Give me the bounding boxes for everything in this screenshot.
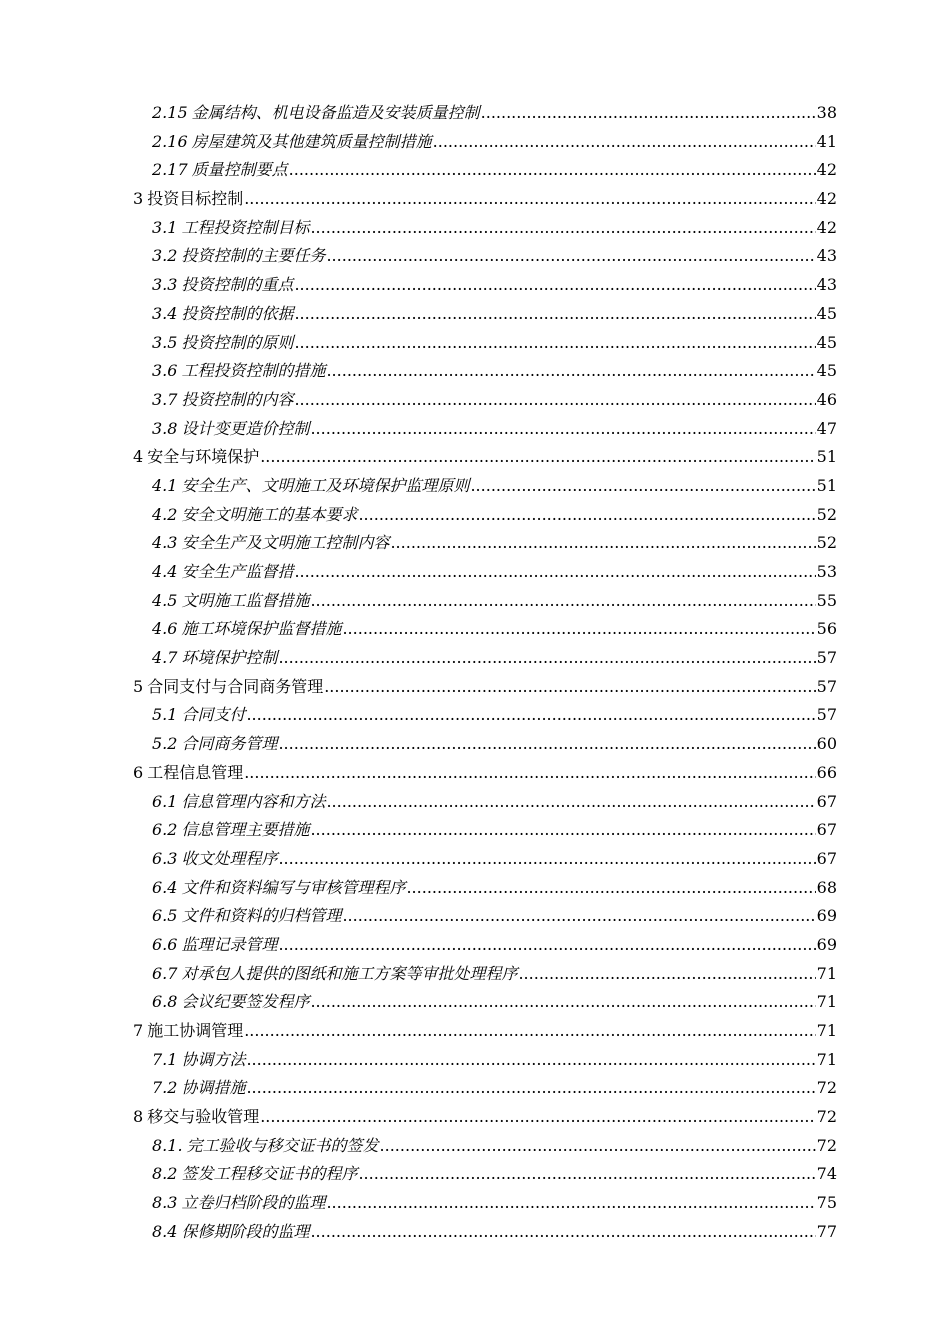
dot-leader	[246, 701, 815, 730]
toc-entry-page-number: 60	[816, 734, 837, 754]
toc-entry-number: 4.7	[152, 648, 178, 668]
toc-entry-page-number: 72	[816, 1135, 837, 1155]
dot-leader	[294, 329, 815, 358]
toc-entry-page-number: 45	[816, 303, 837, 323]
toc-entry-number: 8.2	[152, 1164, 178, 1184]
dot-leader	[260, 1103, 815, 1132]
toc-entry[interactable]	[133, 1074, 837, 1103]
table-of-contents	[133, 99, 837, 1247]
dot-leader	[294, 386, 815, 415]
toc-entry-page-number: 42	[816, 217, 837, 237]
toc-entry-page-number: 69	[816, 934, 837, 954]
toc-entry-page-number: 66	[816, 762, 837, 782]
toc-entry-page-number: 75	[816, 1193, 837, 1213]
toc-entry-page-number: 52	[816, 533, 837, 553]
toc-entry-number: 6.4	[152, 877, 178, 897]
toc-entry-page-number: 72	[816, 1107, 837, 1127]
toc-entry-title: 移交与验收管理	[147, 1107, 260, 1127]
toc-entry-number: 6.6	[152, 934, 178, 954]
dot-leader	[278, 644, 815, 673]
toc-entry-number: 4.6	[152, 619, 178, 639]
toc-entry-title: 投资控制的重点	[181, 275, 294, 295]
toc-entry[interactable]	[133, 99, 837, 128]
toc-entry-title: 信息管理内容和方法	[181, 791, 326, 811]
dot-leader	[310, 587, 815, 616]
toc-entry[interactable]	[133, 788, 837, 817]
toc-entry-number: 7	[133, 1021, 144, 1040]
dot-leader	[244, 185, 815, 214]
toc-entry[interactable]	[133, 128, 837, 157]
dot-leader	[310, 214, 815, 243]
toc-entry-page-number: 69	[816, 906, 837, 926]
toc-entry-title: 合同支付	[181, 705, 246, 725]
toc-entry-number: 4.3	[152, 533, 178, 553]
toc-entry[interactable]	[133, 1103, 837, 1132]
toc-entry-page-number: 51	[816, 447, 837, 467]
toc-entry-number: 5	[133, 676, 144, 696]
dot-leader	[358, 1160, 815, 1189]
toc-entry-page-number: 47	[816, 418, 837, 438]
toc-entry-title: 投资目标控制	[147, 189, 244, 209]
toc-entry[interactable]	[133, 1160, 837, 1189]
toc-entry-title: 施工环境保护监督措施	[181, 619, 342, 639]
dot-leader	[294, 558, 815, 587]
dot-leader	[326, 788, 815, 817]
toc-entry-page-number: 71	[816, 963, 837, 983]
toc-entry-page-number: 51	[816, 475, 837, 495]
toc-entry[interactable]	[133, 415, 837, 444]
toc-entry-title: 投资控制的依据	[181, 303, 294, 323]
toc-entry[interactable]	[133, 357, 837, 386]
toc-entry[interactable]	[133, 587, 837, 616]
toc-entry-page-number: 45	[816, 361, 837, 381]
toc-entry[interactable]	[133, 156, 837, 185]
toc-entry-page-number: 68	[816, 877, 837, 897]
toc-entry-number: 6	[133, 762, 144, 782]
toc-entry-title: 安全与环境保护	[147, 447, 260, 467]
dot-leader	[310, 1218, 815, 1247]
toc-entry-page-number: 56	[816, 619, 837, 639]
toc-entry[interactable]	[133, 185, 837, 214]
toc-entry-title: 合同商务管理	[181, 734, 278, 754]
toc-entry-title: 安全生产、文明施工及环境保护监理原则	[181, 475, 470, 495]
toc-entry-number: 6.5	[152, 906, 178, 926]
toc-entry-number: 3.4	[152, 303, 178, 323]
toc-entry-number: 7.2	[152, 1078, 178, 1098]
dot-leader	[481, 99, 816, 128]
toc-entry-page-number: 53	[816, 562, 837, 581]
toc-entry[interactable]	[133, 701, 837, 730]
toc-entry-page-number: 67	[816, 791, 837, 811]
toc-entry-number: 2.16	[152, 131, 188, 151]
toc-entry[interactable]	[133, 988, 837, 1017]
toc-entry-number: 4.1	[152, 475, 178, 495]
dot-leader	[294, 271, 815, 300]
toc-entry-title: 文件和资料编写与审核管理程序	[181, 877, 406, 897]
toc-entry-page-number: 38	[816, 103, 837, 122]
toc-entry-title: 监理记录管理	[181, 934, 278, 954]
dot-leader	[246, 1074, 815, 1103]
toc-entry-page-number: 46	[816, 389, 837, 409]
toc-entry-number: 3.7	[152, 389, 178, 409]
toc-entry[interactable]	[133, 271, 837, 300]
toc-entry-title: 会议纪要签发程序	[181, 992, 310, 1012]
toc-entry-number: 5.1	[152, 705, 178, 725]
toc-entry[interactable]	[133, 329, 837, 358]
toc-entry-number: 4.2	[152, 504, 178, 524]
toc-entry[interactable]	[133, 759, 837, 788]
toc-entry-page-number: 57	[816, 705, 837, 725]
dot-leader	[244, 1017, 815, 1046]
dot-leader	[310, 816, 815, 845]
dot-leader	[246, 1046, 815, 1075]
toc-entry-title: 环境保护控制	[181, 648, 278, 668]
toc-entry-title: 对承包人提供的图纸和施工方案等审批处理程序	[181, 963, 518, 983]
toc-entry-number: 3.1	[152, 217, 178, 237]
toc-entry[interactable]	[133, 644, 837, 673]
toc-entry-number: 6.1	[152, 791, 178, 811]
toc-entry-number: 6.2	[152, 820, 178, 840]
toc-entry-title: 投资控制的主要任务	[181, 246, 326, 266]
toc-entry-title: 收文处理程序	[181, 848, 278, 868]
toc-entry[interactable]	[133, 214, 837, 243]
toc-entry-number: 3.6	[152, 361, 178, 381]
toc-entry-number: 8.1.	[152, 1135, 183, 1155]
toc-entry-title: 信息管理主要措施	[181, 820, 310, 840]
toc-entry[interactable]	[133, 845, 837, 874]
toc-entry-page-number: 57	[816, 648, 837, 668]
toc-entry-number: 8.3	[152, 1193, 178, 1213]
toc-entry[interactable]	[133, 1046, 837, 1075]
toc-entry-page-number: 55	[816, 590, 837, 610]
toc-entry-page-number: 42	[816, 160, 837, 180]
toc-entry-number: 4	[133, 447, 144, 467]
toc-entry[interactable]	[133, 730, 837, 759]
dot-leader	[380, 1132, 816, 1161]
dot-leader	[390, 529, 815, 558]
dot-leader	[518, 960, 815, 989]
toc-entry-page-number: 42	[816, 189, 837, 209]
toc-entry-page-number: 41	[816, 131, 837, 151]
toc-entry[interactable]	[133, 386, 837, 415]
toc-entry[interactable]	[133, 816, 837, 845]
dot-leader	[406, 874, 815, 903]
toc-entry-number: 4.5	[152, 590, 178, 610]
toc-entry-page-number: 52	[816, 504, 837, 524]
toc-entry-page-number: 71	[816, 992, 837, 1012]
toc-entry-title: 保修期阶段的监理	[181, 1221, 310, 1241]
toc-entry-page-number: 57	[816, 676, 837, 696]
dot-leader	[260, 443, 815, 472]
toc-entry-number: 8	[133, 1107, 144, 1127]
toc-entry-page-number: 43	[816, 275, 837, 295]
toc-entry-page-number: 67	[816, 848, 837, 868]
dot-leader	[310, 415, 815, 444]
toc-entry-title: 工程投资控制目标	[181, 217, 310, 237]
toc-entry-page-number: 77	[816, 1221, 837, 1241]
dot-leader	[289, 156, 816, 185]
toc-entry-number: 6.8	[152, 992, 178, 1012]
toc-entry-number: 5.2	[152, 734, 178, 754]
toc-entry-title: 金属结构、机电设备监造及安装质量控制	[191, 103, 480, 122]
toc-entry-number: 6.7	[152, 963, 178, 983]
toc-entry-title: 协调方法	[181, 1049, 246, 1069]
toc-entry-title: 合同支付与合同商务管理	[147, 676, 324, 696]
dot-leader	[278, 730, 815, 759]
toc-entry[interactable]	[133, 558, 837, 587]
toc-entry-number: 2.17	[152, 160, 188, 180]
toc-entry-page-number: 71	[816, 1021, 837, 1040]
toc-entry-page-number: 74	[816, 1164, 837, 1184]
toc-entry-title: 文件和资料的归档管理	[181, 906, 342, 926]
dot-leader	[342, 615, 815, 644]
toc-entry[interactable]	[133, 1017, 837, 1046]
toc-entry-title: 投资控制的内容	[181, 389, 294, 409]
dot-leader	[294, 300, 815, 329]
toc-entry-title: 工程信息管理	[147, 762, 244, 782]
toc-entry-number: 7.1	[152, 1049, 178, 1069]
toc-entry[interactable]	[133, 1132, 837, 1161]
dot-leader	[244, 759, 815, 788]
toc-entry[interactable]	[133, 931, 837, 960]
toc-entry-page-number: 43	[816, 246, 837, 266]
toc-entry-title: 房屋建筑及其他建筑质量控制措施	[191, 131, 432, 151]
toc-entry[interactable]	[133, 960, 837, 989]
toc-entry-title: 设计变更造价控制	[181, 418, 310, 438]
toc-entry-title: 施工协调管理	[147, 1021, 244, 1040]
dot-leader	[326, 357, 815, 386]
toc-entry-number: 3.8	[152, 418, 178, 438]
dot-leader	[324, 673, 815, 702]
toc-entry-number: 3.2	[152, 246, 178, 266]
toc-entry[interactable]	[133, 443, 837, 472]
toc-entry-title: 立卷归档阶段的监理	[181, 1193, 326, 1213]
toc-entry-number: 3	[133, 189, 144, 209]
toc-entry[interactable]	[133, 529, 837, 558]
toc-entry-number: 8.4	[152, 1221, 178, 1241]
toc-entry-number: 3.5	[152, 332, 178, 352]
toc-entry[interactable]	[133, 902, 837, 931]
toc-entry-title: 文明施工监督措施	[181, 590, 310, 610]
dot-leader	[470, 472, 815, 501]
toc-entry-number: 2.15	[152, 103, 188, 122]
toc-entry-page-number: 45	[816, 332, 837, 352]
toc-entry-number: 4.4	[152, 562, 178, 581]
toc-entry[interactable]	[133, 1218, 837, 1247]
toc-entry-title: 工程投资控制的措施	[181, 361, 326, 381]
toc-entry[interactable]	[133, 874, 837, 903]
dot-leader	[326, 242, 815, 271]
toc-entry[interactable]	[133, 472, 837, 501]
toc-entry[interactable]	[133, 1189, 837, 1218]
toc-entry-title: 安全生产及文明施工控制内容	[181, 533, 390, 553]
dot-leader	[358, 501, 815, 530]
toc-entry-title: 安全文明施工的基本要求	[181, 504, 358, 524]
toc-entry-number: 6.3	[152, 848, 178, 868]
toc-entry-title: 完工验收与移交证书的签发	[186, 1135, 379, 1155]
toc-entry-title: 质量控制要点	[191, 160, 288, 180]
toc-entry-page-number: 67	[816, 820, 837, 840]
dot-leader	[310, 988, 815, 1017]
toc-entry[interactable]	[133, 501, 837, 530]
toc-entry-title: 安全生产监督措	[181, 562, 294, 581]
toc-entry[interactable]	[133, 615, 837, 644]
toc-entry[interactable]	[133, 300, 837, 329]
dot-leader	[326, 1189, 815, 1218]
toc-entry-page-number: 71	[816, 1049, 837, 1069]
dot-leader	[278, 931, 815, 960]
dot-leader	[278, 845, 815, 874]
toc-entry[interactable]	[133, 242, 837, 271]
dot-leader	[433, 128, 816, 157]
toc-entry[interactable]	[133, 673, 837, 702]
toc-entry-title: 协调措施	[181, 1078, 246, 1098]
toc-entry-number: 3.3	[152, 275, 178, 295]
toc-entry-title: 投资控制的原则	[181, 332, 294, 352]
toc-entry-page-number: 72	[816, 1078, 837, 1098]
toc-entry-title: 签发工程移交证书的程序	[181, 1164, 358, 1184]
dot-leader	[342, 902, 815, 931]
